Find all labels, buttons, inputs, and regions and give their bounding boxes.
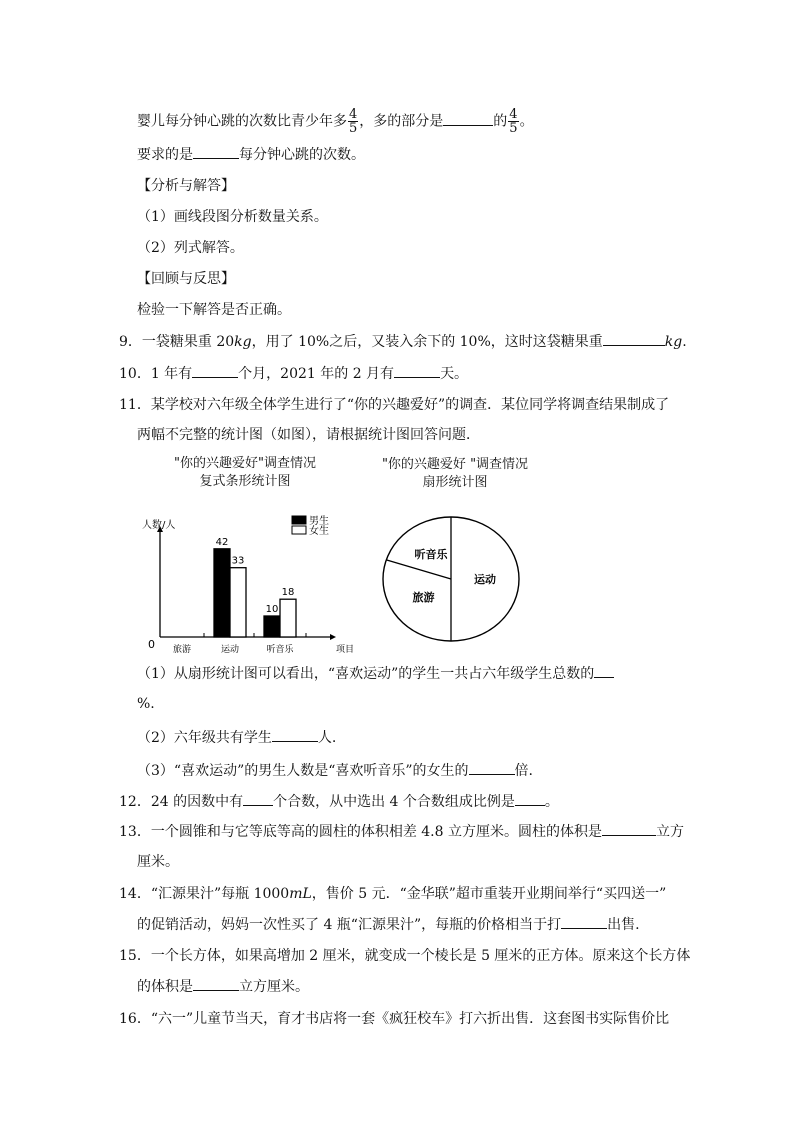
answer-blank[interactable] [193,976,239,991]
answer-blank[interactable] [469,760,515,775]
caption-line-1: "你的兴趣爱好 "调查情况 [381,457,529,472]
text-b: 的体积是 [137,979,193,995]
text-a: 9．一袋糖果重 20 [119,334,235,350]
text-b: 每分钟心跳的次数。 [239,147,365,163]
slice-label: 运动 [474,573,496,586]
question-16: 16．“六一”儿童节当天，育才书店将一套《疯狂校车》打六折出售．这套图书实际售价比 [119,1011,670,1027]
answer-blank[interactable] [515,791,545,806]
category-label: 听音乐 [266,645,294,655]
answer-blank[interactable] [243,791,273,806]
caption-line-2: 复式条形统计图 [199,474,291,489]
required-line [137,144,365,165]
check-line: 检验一下解答是否正确。 [137,302,291,318]
text-a: （2）六年级共有学生 [137,730,272,746]
caption-line-2: 扇形统计图 [422,475,488,490]
category-label: 运动 [220,645,240,655]
text-c: 的促销活动，妈妈一次性买了 4 瓶“汇源果汁”，每瓶的价格相当于打 [137,917,562,933]
step-1: （1）画线段图分析数量关系。 [137,209,328,225]
text-b: ，多的部分是 [359,113,444,130]
text-b: 倍. [514,763,533,779]
text-b: ，用了 10%之后，又装入余下的 10%，这时这袋糖果重 [251,334,603,350]
pie-chart-caption [360,456,550,492]
text-a: （1）从扇形统计图可以看出，“喜欢运动”的学生一共占六年级学生总数的 [137,666,595,682]
question-9 [119,331,687,352]
answer-blank[interactable] [602,821,656,836]
question-14-cont [137,914,640,935]
heart-rate-line [137,108,534,135]
text-c: 的 [493,113,508,130]
double-bar-chart [130,508,360,658]
fraction: $\frac{4}{5}$ [349,107,358,136]
text-c: 。 [544,794,559,810]
unit: kg [234,334,252,350]
text-a: 婴儿每分钟心跳的次数比青少年多 [137,113,347,130]
origin-label: 0 [148,638,155,651]
question-12 [119,791,559,812]
answer-blank[interactable] [561,914,607,929]
x-axis-label: 项目 [336,645,355,655]
caption-line-1: "你的兴趣爱好"调查情况 [174,456,316,471]
legend-swatch [292,516,306,524]
text-b: 个合数，从中选出 4 个合数组成比例是 [273,794,515,810]
answer-blank[interactable] [603,331,665,346]
question-11-part-2 [137,727,336,748]
category-label: 旅游 [172,645,192,655]
section-heading-analysis: 【分析与解答】 [137,178,235,194]
x-axis-arrow [330,634,336,640]
legend-label: 女生 [309,526,329,537]
answer-blank[interactable] [394,363,440,378]
question-13-cont: 厘米。 [137,854,179,870]
text-c: 天。 [440,366,469,382]
text-b: 个月，2021 年的 2 月有 [238,366,395,382]
bar-chart-caption [150,455,340,491]
question-11-line-1: 11．某学校对六年级全体学生进行了“你的兴趣爱好”的调查．某位同学将调查结果制成了 [119,397,670,413]
answer-blank[interactable] [193,144,239,159]
text-a: 10．1 年有 [119,366,193,382]
question-15-cont [137,976,309,997]
text-b: ，售价 5 元．“金华联”超市重装开业期间举行“买四送一” [311,886,667,902]
text-c: . [682,334,687,350]
legend-swatch [292,526,306,534]
slice-label: 听音乐 [414,547,448,561]
data-label: 33 [231,555,245,567]
y-axis-label: 人数/人 [142,520,176,531]
legend-label: 男生 [309,516,329,527]
answer-blank[interactable] [192,363,238,378]
text-a: 14．“汇源果汁”每瓶 1000 [119,886,290,902]
bar [264,616,280,637]
text-b: 人. [317,730,337,746]
text-b: 立方 [655,824,684,840]
text-a: 12．24 的因数中有 [119,794,244,810]
data-label: 10 [265,604,279,615]
step-2: （2）列式解答。 [137,240,244,256]
question-11-part-3 [137,760,533,781]
answer-blank[interactable] [272,727,318,742]
text-a: 13．一个圆锥和与它等底等高的圆柱的体积相差 4.8 立方厘米。圆柱的体积是 [119,824,602,840]
question-14 [119,884,666,904]
unit: mL [289,886,312,902]
question-11-line-2: 两幅不完整的统计图（如图），请根据统计图回答问题． [137,427,480,443]
slice-label: 旅游 [412,591,435,605]
unit: kg [664,334,683,350]
fraction: $\frac{4}{5}$ [509,107,518,136]
question-13 [119,821,684,842]
data-label: 42 [215,536,229,548]
pie-chart [378,512,524,648]
answer-blank[interactable] [594,663,614,678]
text-c: 立方厘米。 [239,979,309,995]
bar [280,599,296,637]
text-a: （3）“喜欢运动”的男生人数是“喜欢听音乐”的女生的 [137,763,469,779]
question-10 [119,363,468,384]
bar [230,568,246,637]
question-15: 15．一个长方体，如果高增加 2 厘米，就变成一个棱长是 5 厘米的正方体。原来这个长方体 [119,948,691,964]
question-11-part-1 [137,663,614,684]
section-heading-review: 【回顾与反思】 [137,271,235,287]
text-d: 出售. [607,917,640,933]
answer-blank[interactable] [443,111,493,126]
data-label: 18 [281,587,295,599]
text-a: 要求的是 [137,147,193,163]
question-11-part-1-cont: %. [137,696,155,712]
bar [214,549,230,637]
text-d: 。 [519,113,534,130]
